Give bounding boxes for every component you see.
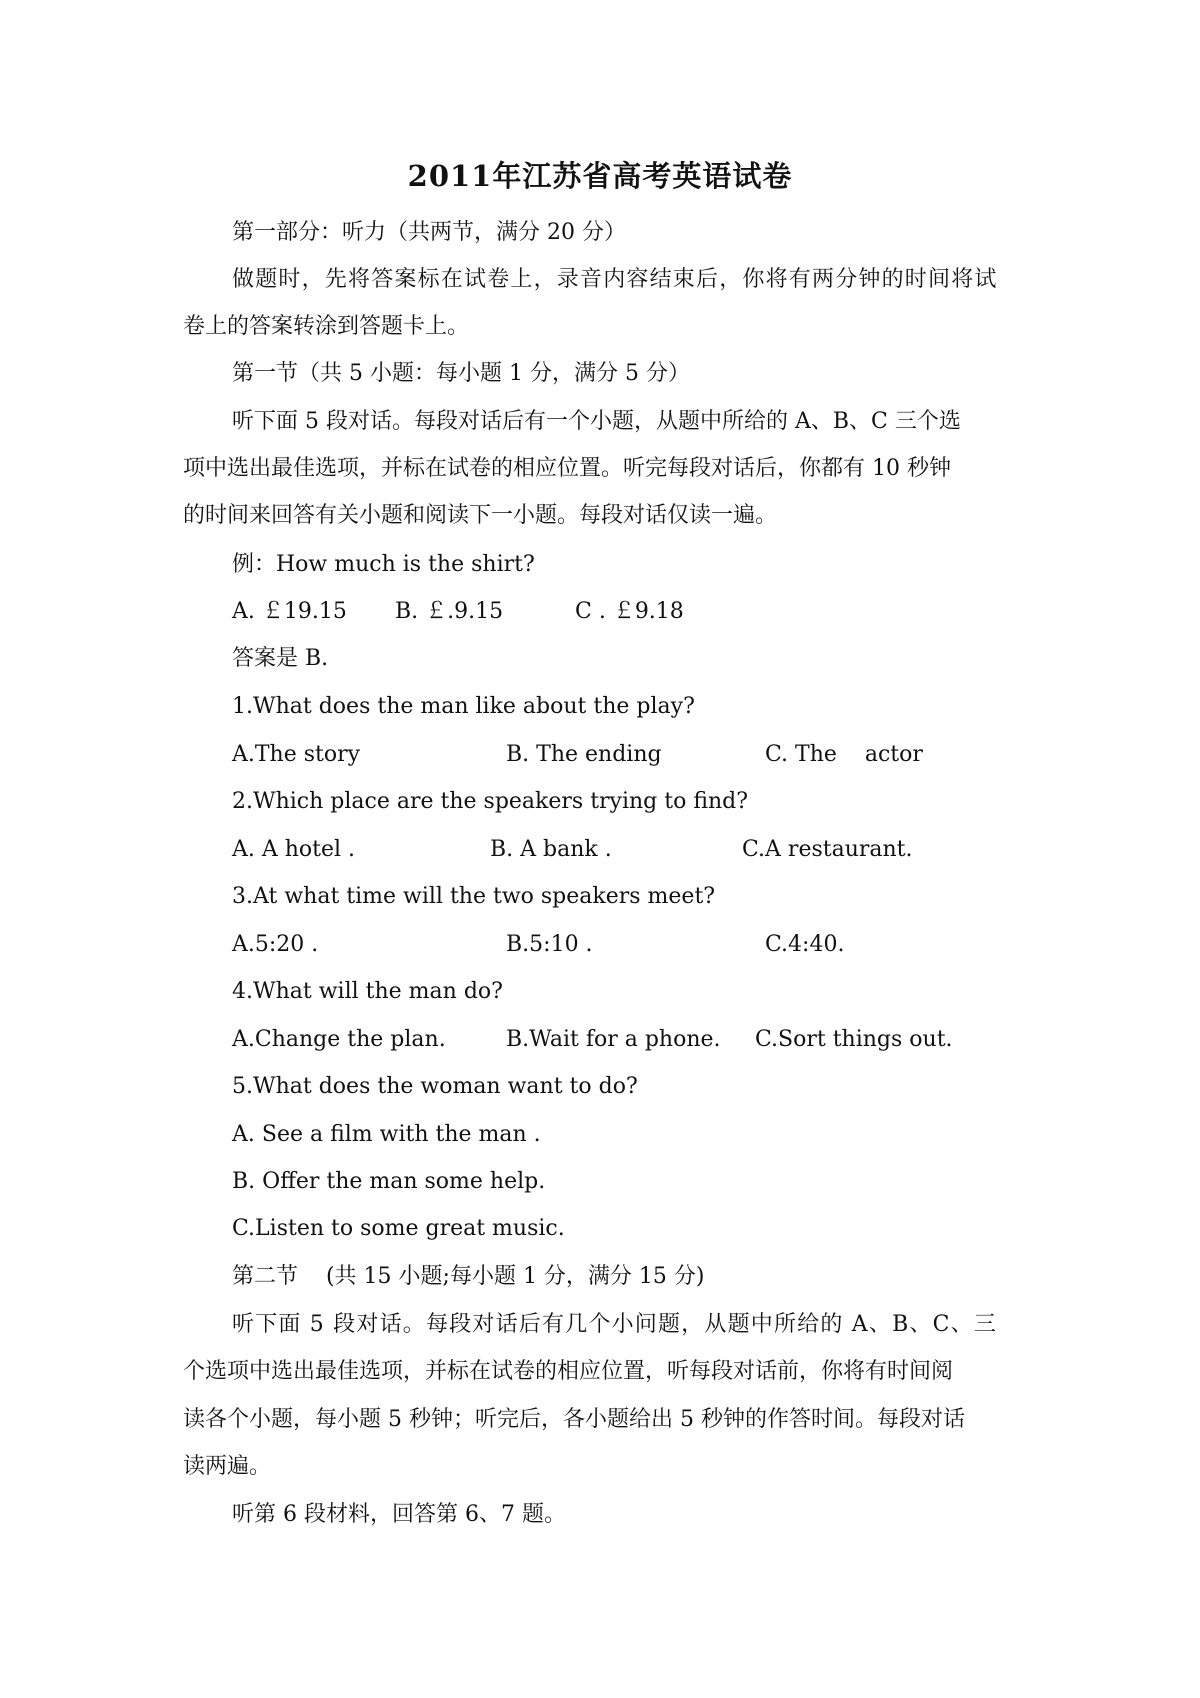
section1-intro-line-3: 的时间来回答有关小题和阅读下一小题。每段对话仅读一遍。	[183, 503, 778, 528]
section2-intro-line-3: 读各个小题，每小题 5 秒钟；听完后，各小题给出 5 秒钟的作答时间。每段对话	[183, 1407, 965, 1432]
question-2: 2.Which place are the speakers trying to find?	[232, 789, 749, 814]
section2-material: 听第 6 段材料，回答第 6、7 题。	[232, 1502, 566, 1527]
example-option-b: B. ￡.9.15	[395, 599, 504, 624]
question-1-option-c: C. The actor	[765, 742, 923, 767]
question-3: 3.At what time will the two speakers meet?	[232, 884, 716, 909]
question-4-option-a: A.Change the plan.	[232, 1027, 446, 1052]
question-4: 4.What will the man do?	[232, 979, 503, 1004]
example-option-a: A. ￡19.15	[232, 599, 347, 624]
question-3-option-a: A.5:20 .	[232, 932, 319, 957]
question-1-option-a: A.The story	[232, 742, 361, 767]
section2-heading: 第二节 (共 15 小题;每小题 1 分，满分 15 分)	[232, 1264, 705, 1289]
section1-intro-line-2: 项中选出最佳选项，并标在试卷的相应位置。听完每段对话后，你都有 10 秒钟	[183, 456, 951, 481]
instructions-line-2: 卷上的答案转涂到答题卡上。	[183, 314, 470, 339]
question-5-option-c: C.Listen to some great music.	[232, 1216, 565, 1241]
section2-intro-line-1: 听下面 5 段对话。每段对话后有几个小问题，从题中所给的 A、B、C、三	[232, 1312, 998, 1337]
question-5-option-a: A. See a film with the man .	[232, 1122, 541, 1147]
example-question: 例：How much is the shirt?	[232, 552, 535, 577]
question-3-option-c: C.4:40.	[765, 932, 845, 957]
question-1: 1.What does the man like about the play?	[232, 694, 695, 719]
part1-heading: 第一部分：听力（共两节，满分 20 分）	[232, 220, 626, 245]
question-1-option-b: B. The ending	[506, 742, 662, 767]
question-4-option-b: B.Wait for a phone.	[506, 1027, 721, 1052]
question-4-option-c: C.Sort things out.	[755, 1027, 953, 1052]
question-2-option-a: A. A hotel .	[232, 837, 356, 862]
page-title: 2011年江苏省高考英语试卷	[407, 159, 793, 193]
section1-heading: 第一节（共 5 小题：每小题 1 分，满分 5 分）	[232, 361, 690, 386]
example-option-c: C . ￡9.18	[575, 599, 684, 624]
section2-intro-line-4: 读两遍。	[183, 1454, 272, 1479]
question-2-option-b: B. A bank .	[490, 837, 612, 862]
question-2-option-c: C.A restaurant.	[742, 837, 913, 862]
question-5-option-b: B. Offer the man some help.	[232, 1169, 546, 1194]
instructions-line-1: 做题时，先将答案标在试卷上，录音内容结束后，你将有两分钟的时间将试	[232, 267, 998, 292]
section2-intro-line-2: 个选项中选出最佳选项，并标在试卷的相应位置，听每段对话前，你将有时间阅	[183, 1359, 954, 1384]
question-5: 5.What does the woman want to do?	[232, 1074, 638, 1099]
section1-intro-line-1: 听下面 5 段对话。每段对话后有一个小题，从题中所给的 A、B、C 三个选	[232, 409, 961, 434]
question-3-option-b: B.5:10 .	[506, 932, 593, 957]
example-answer: 答案是 B.	[232, 646, 329, 671]
